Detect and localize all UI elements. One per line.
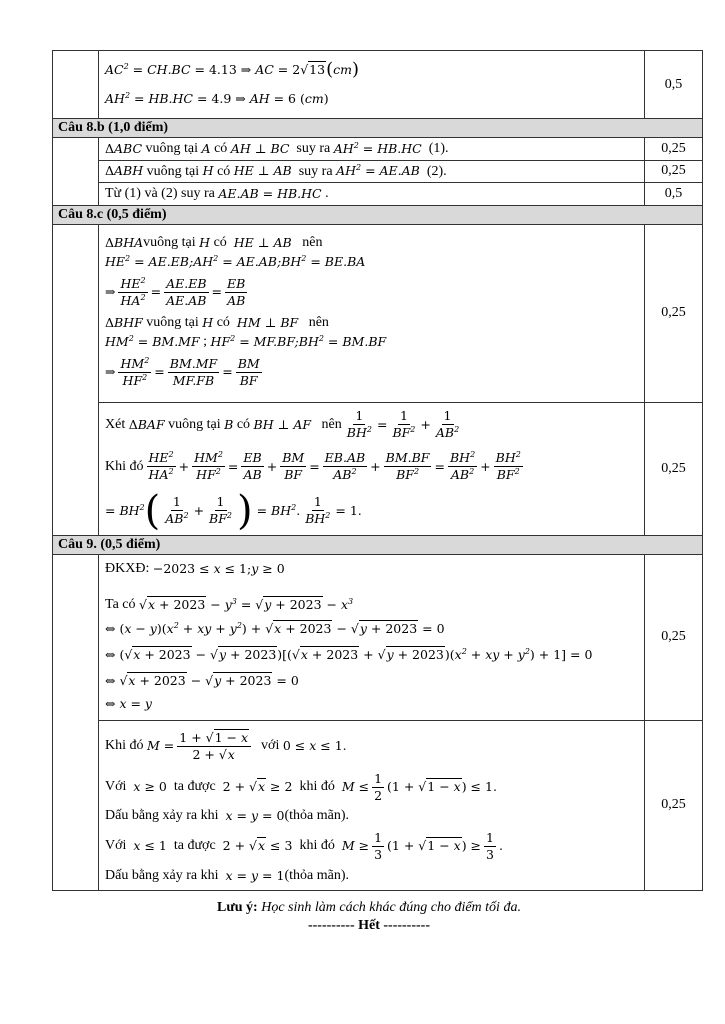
note-text: Học sinh làm cách khác đúng cho điểm tối đa. — [261, 900, 521, 915]
math-line: ⇔ √x + 2023 − √y + 2023 = 0 — [105, 673, 299, 689]
score-cell: 0,5 — [645, 51, 703, 119]
table-row — [53, 183, 703, 206]
math-line: Với x ≤ 1 ta được 2 + √x ≤ 3 khi đó M ≥ $\frac{1}{3}$ (1 + √1 − x) ≥ $\frac{1}{3}$ . — [105, 829, 503, 862]
score-cell: 0,25 — [645, 402, 703, 535]
math-line: Xét Δ BAF vuông tại B có BH ⊥ AF nên $\frac{1}{BH^2}$ = $\frac{1}{BF^2}$ + $\frac{1}{AB^2}$ — [105, 408, 460, 441]
solution-cell — [99, 51, 645, 119]
math-line: $AC^2 = CH.BC$ = 4.13 ⇒ AC = 2 √13 ( cm ) — [105, 58, 359, 80]
math-line: Khi đó $\frac{HE^2}{HA^2}$ + $\frac{HM^2}{HF^2}$ = $\frac{EB}{AB}$ + $\frac{BM}{BF}$ = $\frac{EB.AB}{AB^2}$ + $\frac{BM.BF}{BF^2}$ = $\frac{BH^2}{AB^2}$ + $\frac{BH^2}{BF^2}$ — [105, 450, 521, 483]
table-row — [53, 224, 703, 402]
solution-cell — [99, 160, 645, 183]
math-line: Δ ABC vuông tại A có AH ⊥ BC suy ra $AH^2 = HB.HC$ (1). — [105, 140, 449, 157]
solution-cell — [99, 720, 645, 890]
section-title: Câu 9. (0,5 điểm) — [53, 535, 703, 554]
math-line: Với x ≥ 0 ta được 2 + √x ≥ 2 khi đó M ≤ $\frac{1}{2}$ (1 + √1 − x) ≤ 1. — [105, 770, 497, 803]
math-line: ĐKXĐ: −2023 ≤ x ≤ 1; y ≥ 0 — [105, 561, 285, 577]
section-title: Câu 8.b (1,0 điểm) — [53, 119, 703, 138]
math-line: $HM^2 = BM.MF$ ; $HF^2$ = $MF.BF;BH^2 = BM.BF$ — [105, 333, 387, 349]
math-line: $AH^2 = HB.HC$ = 4.9 ⇒ AH = 6 ( cm ) — [105, 90, 329, 106]
score-cell: 0,25 — [645, 554, 703, 720]
footer-note — [52, 900, 686, 916]
math-line: Δ BHA vuông tại H có HE ⊥ AB nên — [105, 234, 323, 250]
math-line: = $BH^2$ ( $\frac{1}{AB^2}$ + $\frac{1}{BF^2}$ ) = $BH^2$ . $\frac{1}{BH^2}$ = 1. — [105, 487, 362, 534]
math-line: ⇔ ( x − y )( $x^2$ + xy + $y^2$ ) + √x + 2023 − √y + 2023 = 0 — [105, 621, 445, 637]
math-line: $HE^2$ = $AE.EB;AH^2$ = $AE.AB;BH^2 = BE.BA$ — [105, 253, 366, 269]
section-header — [53, 119, 703, 138]
section-header — [53, 205, 703, 224]
math-line: ⇔ x = y — [105, 696, 152, 712]
math-line: ⇔ (√x + 2023 − √y + 2023)[(√x + 2023 + √y + 2023)( $x^2$ + xy + $y^2$ ) + 1] = 0 — [105, 647, 593, 663]
solution-cell — [99, 402, 645, 535]
marking-scheme-table — [52, 50, 703, 891]
score-cell: 0,25 — [645, 224, 703, 402]
score-cell: 0,5 — [645, 183, 703, 206]
table-row — [53, 554, 703, 720]
math-line: Δ ABH vuông tại H có HE ⊥ AB suy ra $AH^2 = AE.AB$ (2). — [105, 163, 447, 179]
solution-cell — [99, 183, 645, 206]
solution-cell — [99, 224, 645, 402]
math-line: Dấu bằng xảy ra khi x = y = 0 (thỏa mãn). — [105, 808, 349, 824]
score-cell: 0,25 — [645, 160, 703, 183]
math-line: Δ BHF vuông tại H có HM ⊥ BF nên — [105, 314, 329, 330]
note-label: Lưu ý: — [217, 900, 258, 915]
table-row — [53, 402, 703, 535]
math-line: Dấu bằng xảy ra khi x = y = 1 (thỏa mãn). — [105, 868, 349, 884]
table-row — [53, 160, 703, 183]
table-row — [53, 720, 703, 890]
math-line: Từ (1) và (2) suy ra AE.AB = HB.HC . — [105, 185, 329, 201]
math-line: Khi đó M = $\frac{1 + √1 - x}{2 + √x}$ với 0 ≤ x ≤ 1. — [105, 729, 347, 762]
table-row — [53, 138, 703, 161]
math-line: ⇒ $\frac{HE^2}{HA^2}$ = $\frac{AE.EB}{AE.AB}$ = $\frac{EB}{AB}$ — [105, 275, 246, 308]
section-title: Câu 8.c (0,5 điểm) — [53, 205, 703, 224]
solution-cell — [99, 138, 645, 161]
answer-page — [52, 50, 686, 933]
score-cell: 0,25 — [645, 720, 703, 890]
section-header — [53, 535, 703, 554]
end-marker: ---------- Hết ---------- — [307, 918, 430, 933]
table-row — [53, 51, 703, 119]
math-line: Ta có √x + 2023 − $y^3$ = √y + 2023 − $x^3$ — [105, 597, 354, 613]
math-line: ⇒ $\frac{HM^2}{HF^2}$ = $\frac{BM.MF}{MF.FB}$ = $\frac{BM}{BF}$ — [105, 355, 260, 388]
score-cell: 0,25 — [645, 138, 703, 161]
solution-cell — [99, 554, 645, 720]
